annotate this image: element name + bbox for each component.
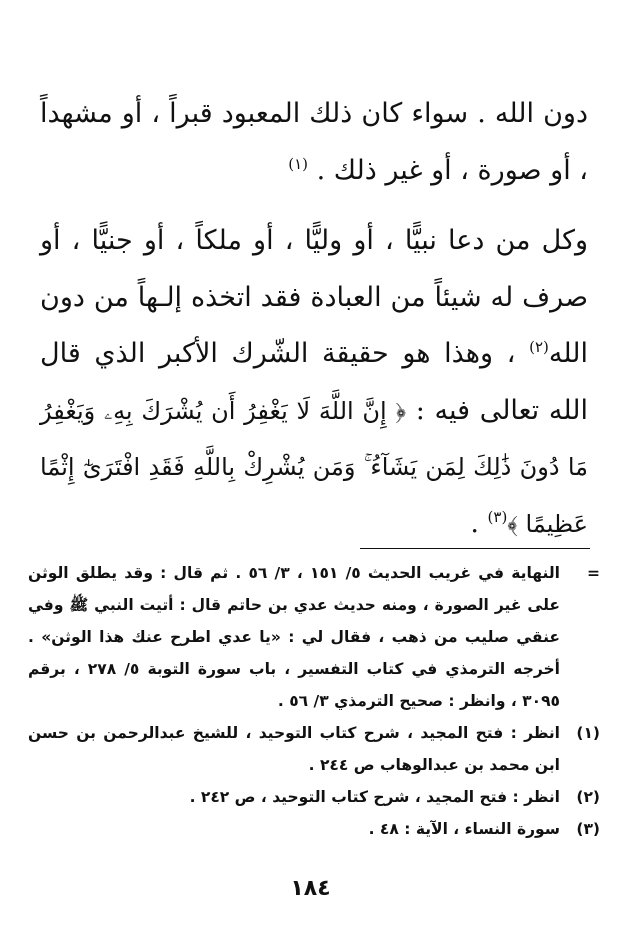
footnote-3 <box>28 813 600 845</box>
paragraph-2-text-a: وكل من دعا نبيًّا ، أو وليًّا ، أو ملكاً ، أو جنيًّا ، أو صرف له شيئاً من العبادة فقد اتخذه إلـهاً من دون الله <box>40 225 589 369</box>
paragraph-1-text: دون الله . سواء كان ذلك المعبود قبراً ، أو مشهداً ، أو صورة ، أو غير ذلك . <box>40 98 588 186</box>
footnote-text: النهاية في غريب الحديث ٥/ ١٥١ ، ٣/ ٥٦ . ثم قال : وقد يطلق الوثن على غير الصورة ، ومنه حديث عدي بن حاتم قال : أتيت النبي ﷺ وفي عنقي صليب من ذهب ، فقال لي : «يا عدي اطرح عنك هذا الوثن» . أخرجه الترمذي في كتاب التفسير ، باب سورة التوبة ٥/ ٢٧٨ ، برقم ٣٠٩٥ ، وانظر : صحيح الترمذي ٣/ ٥٦ . <box>28 564 560 710</box>
footnote-continuation <box>28 557 600 717</box>
footnote-text: انظر : فتح المجيد ، شرح كتاب التوحيد ، ص ٢٤٢ . <box>189 788 560 806</box>
footnote-number: (١) <box>576 724 600 742</box>
footnote-number: (٢) <box>576 788 600 806</box>
footnote-number: (٣) <box>576 820 600 838</box>
footnote-ref-1: (١) <box>288 154 308 173</box>
footnote-text: سورة النساء ، الآية : ٤٨ . <box>368 820 560 838</box>
footnotes <box>28 557 600 845</box>
footnote-ref-3: (٣) <box>487 507 508 526</box>
quran-verse: ﴿ إِنَّ اللَّهَ لَا يَغْفِرُ أَن يُشْرَكَ بِهِۦ وَيَغْفِرُ مَا دُونَ ذَٰلِكَ لِمَن يَشَآءُ ۚ وَمَن يُشْرِكْ بِاللَّهِ فَقَدِ افْتَرَىٰٓ إِثْمًا عَظِيمًا ﴾ <box>40 396 588 538</box>
page-number: ١٨٤ <box>290 876 331 901</box>
footnote-text: انظر : فتح المجيد ، شرح كتاب التوحيد ، للشيخ عبدالرحمن بن حسن ابن محمد بن عبدالوهاب ص ٢٤٤ . <box>28 724 560 774</box>
footnote-ref-2: (٢) <box>529 338 549 356</box>
footnote-2 <box>28 781 600 813</box>
footnote-1 <box>28 717 600 781</box>
footnote-separator <box>360 548 590 549</box>
paragraph-2-text-b: ، وهذا هو حقيقة الشّرك الأكبر الذي قال الله تعالى فيه : <box>40 338 588 426</box>
paragraph-2-end: . <box>470 507 479 539</box>
footnote-number: = <box>587 564 600 582</box>
main-text <box>40 86 588 552</box>
paragraph-2 <box>40 213 588 552</box>
paragraph-1 <box>40 86 588 199</box>
